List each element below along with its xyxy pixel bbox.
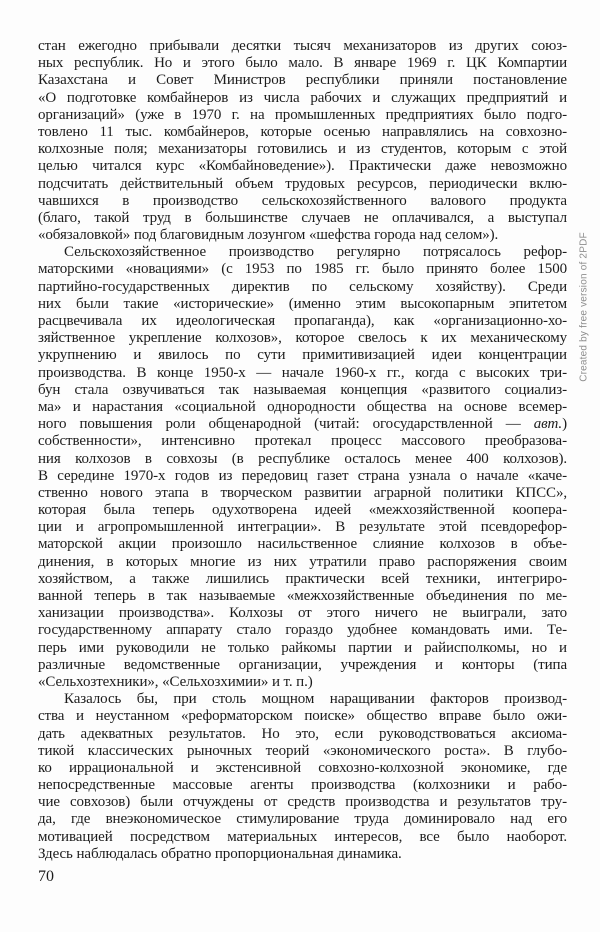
text-line: производства. В конце 1950-х — начале 1960-х гг., когда с высоких три-	[38, 364, 567, 381]
text-line: ма» и нарастания «социальной однородности общества на основе всемер-	[38, 398, 567, 415]
text-line: Сельскохозяйственное производство регулярно потрясалось рефор-	[64, 244, 567, 261]
text-line: зяйственное укрепление колхозов», которое свелось к их механическому	[38, 330, 567, 347]
text-line: «О подготовке комбайнеров из числа рабочих и служащих предприятий и	[38, 89, 567, 106]
text-line: Здесь наблюдалась обратно пропорциональная динамика.	[38, 845, 402, 862]
text-line: организаций» (уже в 1970 г. на промышленных предприятиях было подго-	[38, 106, 567, 123]
paragraph	[38, 691, 567, 863]
text-line: ных республик. Но и этого было мало. В январе 1969 г. ЦК Компартии	[38, 55, 567, 72]
text-line: маторскими «новациями» (с 1953 по 1985 гг. было принято более 1500	[38, 261, 567, 278]
text-line: бун стала озвучиваться так называемая концепция «развитого социализ-	[38, 381, 567, 398]
page-number: 70	[38, 868, 54, 885]
text-line: мотивацией посредством материальных интересов, все было наоборот.	[38, 828, 567, 845]
text-line: ции и агропромышленной интеграции». В результате этой псевдорефор-	[38, 519, 567, 536]
text-line: ния колхозов в совхозы (в республике осталось менее 400 колхозов).	[38, 450, 567, 467]
text-line: Казалось бы, при столь мощном наращивании факторов производ-	[64, 691, 567, 708]
text-line: В середине 1970-х годов из передовиц газет страна узнала о начале «каче-	[38, 467, 567, 484]
text-line: «обязаловкой» под благовидным лозунгом «шефства города над селом»).	[38, 227, 499, 244]
text-line: маторской акции произошло насильственное слияние колхозов в объе-	[38, 536, 567, 553]
text-line: целью читался курс «Комбайноведение»). Практически даже невозможно	[38, 158, 567, 175]
watermark-text: Created by free version of 2PDF	[578, 232, 590, 382]
text-line: чие совхозов) были отчуждены от средств производства и результатов тру-	[38, 794, 567, 811]
text-line: различные ведомственные организации, учреждения и конторы (типа	[38, 656, 567, 673]
text-line: собственности», интенсивно протекал процесс массового преобразова-	[38, 433, 567, 450]
text-line: ства и неустанном «реформаторском поиске» общество вправе было ожи-	[38, 708, 567, 725]
text-line: государственному аппарату стало гораздо удобнее командовать ими. Те-	[38, 622, 567, 639]
text-line: ханизации производства». Колхозы от этого ничего не выиграли, зато	[38, 605, 567, 622]
text-line: непосредственные массовые агенты производства (колхозники и рабо-	[38, 777, 567, 794]
text-line: хозяйством, а также лишились практически всей техники, интегриро-	[38, 570, 567, 587]
paragraph	[38, 244, 567, 691]
text-line: перь ими руководили не только райкомы партии и райисполкомы, но и	[38, 639, 567, 656]
text-line: колхозные поля; механизаторы готовились и из студентов, которым с этой	[38, 141, 567, 158]
text-line: да, где внеэкономическое стимулирование труда доминировало над его	[38, 811, 567, 828]
text-line: укрупнению и явилось по сути примитивизацией идеи концентрации	[38, 347, 567, 364]
text-line: динения, в которых многие из них утратили право распоряжения своим	[38, 553, 567, 570]
text-line: них были такие «исторические» (именно этим высокопарным эпитетом	[38, 295, 567, 312]
text-line: подсчитать действительный объем трудовых ресурсов, периодически вклю-	[38, 175, 567, 192]
text-line: тикой классических рыночных теорий «экономического роста». В глубо-	[38, 742, 567, 759]
text-line: ственно нового этапа в творческом развитии аграрной политики КПСС»,	[38, 484, 567, 501]
text-line: ко иррациональной и экстенсивной совхозно-колхозной экономике, где	[38, 759, 567, 776]
text-line: ного повышения роли общенародной (читай: огосударствленной — авт.)	[38, 416, 567, 433]
text-line: (благо, такой труд в большинстве случаев не оплачивался, а выступал	[38, 209, 567, 226]
text-line: дать адекватных результатов. Но это, если руководствоваться аксиома-	[38, 725, 567, 742]
text-line: Казахстана и Совет Министров республики приняли постановление	[38, 72, 567, 89]
text-line: «Сельхозтехники», «Сельхозхимии» и т. п.)	[38, 673, 313, 690]
text-line: которая была теперь одухотворена идеей «межхозяйственной коопера-	[38, 502, 567, 519]
paragraph	[38, 38, 567, 244]
text-line: стан ежегодно прибывали десятки тысяч механизаторов из других союз-	[38, 38, 567, 54]
text-line: расцвечивала их идеологическая пропаганда), как «организационно-хо-	[38, 313, 567, 329]
text-block	[38, 38, 567, 863]
text-line: ванной теперь в так называемые «межхозяйственные объединения по ме-	[38, 588, 567, 604]
text-line: товлено 11 тыс. комбайнеров, которые осенью направлялись на совхозно-	[38, 123, 567, 140]
text-line: партийно-государственных директив по сельскому хозяйству). Среди	[38, 278, 567, 295]
text-line: чавшихся в производство сельскохозяйственного валового продукта	[38, 192, 567, 209]
